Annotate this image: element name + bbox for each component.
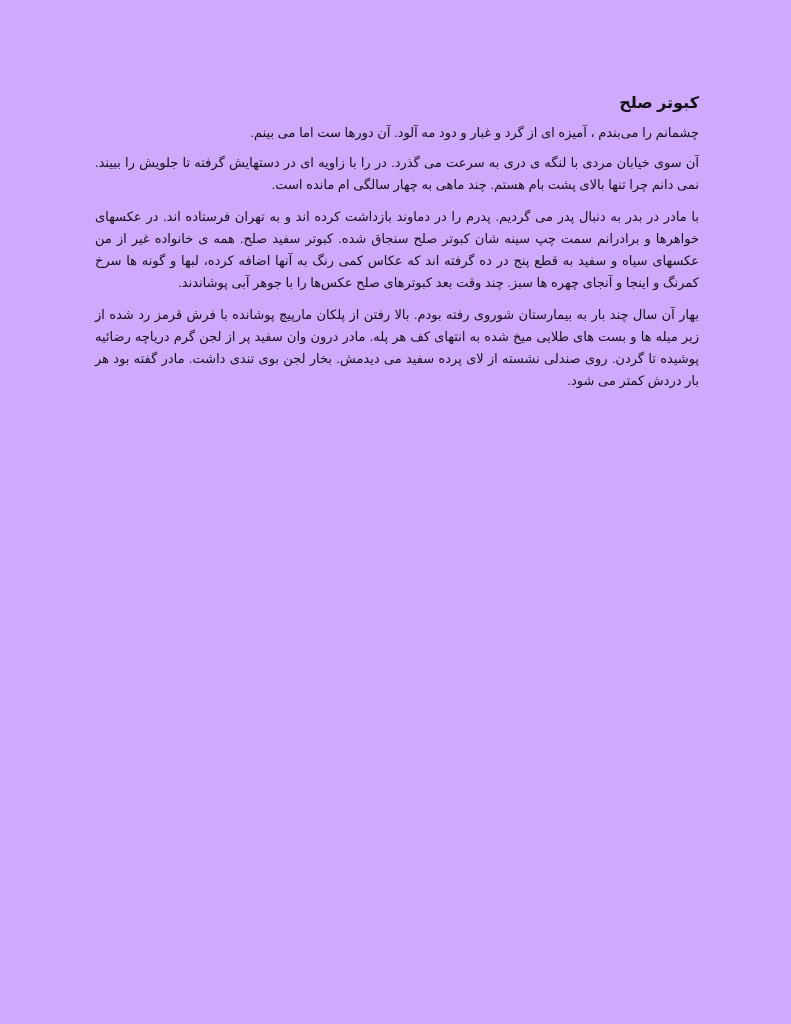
document-page [95, 90, 699, 402]
paragraph-3: با مادر در بدر به دنبال پدر می گردیم. پدرم را در دماوند بازداشت کرده اند و به تهران فرستاده اند. در عکسهای خواهرها و برادرانم سمت چپ سینه شان کبوتر صلح سنجاق شده. کبوتر سفید صلح. همه ی خانواده غیر از من عکسهای سیاه و سفید به قطع پنج در ده گرفته اند که عکاس کمی رنگ به آنها اضافه کرده، لبها و گونه ها سرخ کمرنگ و اینجا و آنجای چهره ها سبز. چند وقت بعد کبوترهای صلح عکس‌ها را با جوهر آبی پوشاندند. [95, 209, 699, 290]
paragraph-1: چشمانم را می‌بندم ، آمیزه ای از گرد و غبار و دود مه آلود. آن دورها ست اما می بینم. [250, 125, 699, 140]
paragraph-2: آن سوی خیابان مردی با لنگه ی دری به سرعت می گذرد. در را با زاویه ای در دستهایش گرفته تا جلویش را ببیند. نمی دانم چرا تنها بالای پشت بام هستم. چند ماهی به چهار سالگی ام مانده است. [95, 155, 699, 192]
document-title: کبوتر صلح [619, 95, 699, 112]
paragraph-4: بهار آن سال چند بار به بیمارستان شوروی رفته بودم. بالا رفتن از پلکان مارپیچ پوشانده با فرش قرمز رد شده از زیر میله ها و بست های طلایی میخ شده به انتهای کف هر پله. مادر درون وان سفید پر از لجن گرم دریاچه رضائیه پوشیده تا گردن. روی صندلی نشسته از لای پرده سفید می دیدمش. بخار لجن بوی تندی داشت. مادر گفته بود هر بار دردش کمتر می شود. [95, 307, 699, 388]
